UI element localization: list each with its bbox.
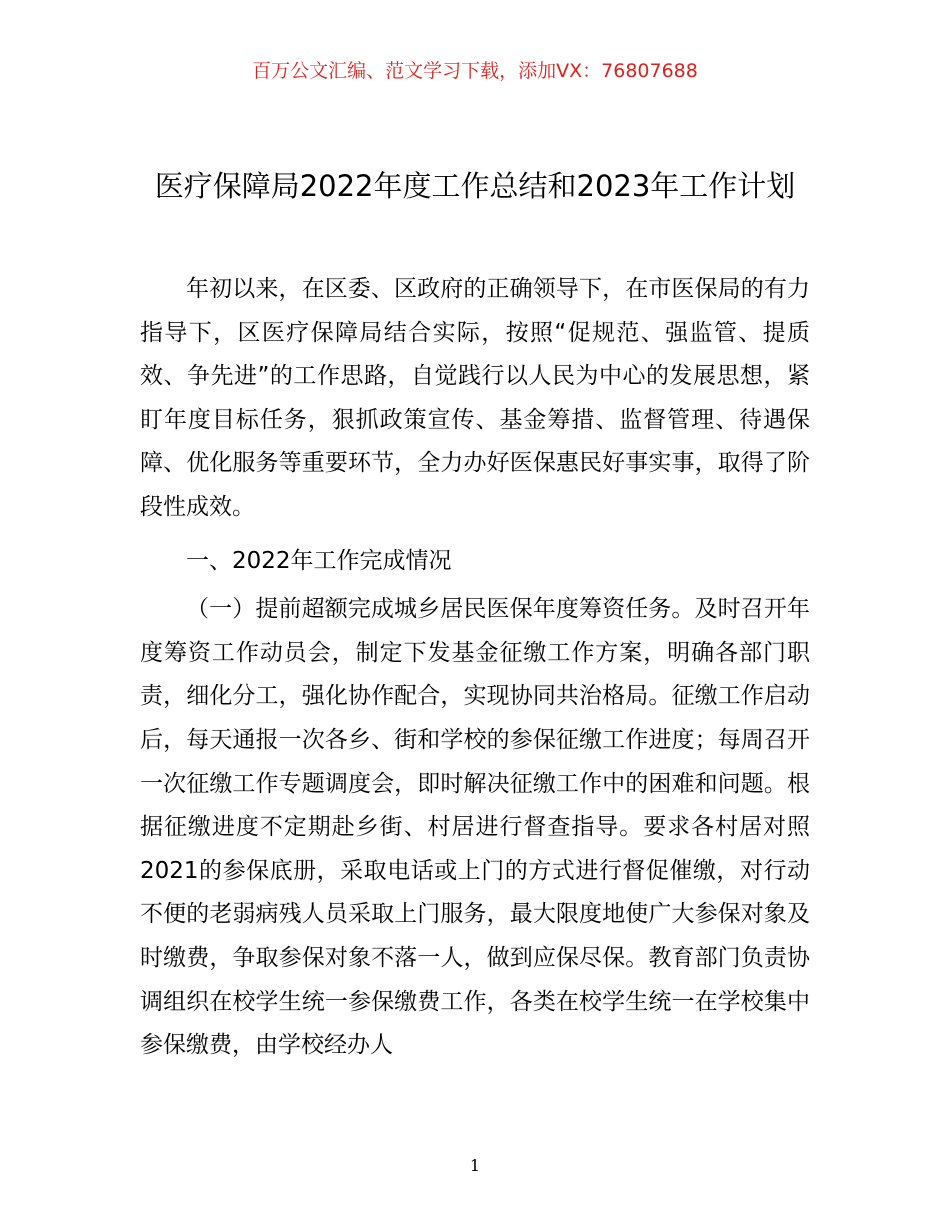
section-heading: 一、2022年工作完成情况 xyxy=(186,547,452,574)
page-number: 1 xyxy=(469,1156,481,1175)
document-title: 医疗保障局2022年度工作总结和2023年工作计划 xyxy=(154,169,796,203)
document-body xyxy=(140,268,810,1068)
intro-paragraph: 年初以来，在区委、区政府的正确领导下，在市医保局的有力指导下，区医疗保障局结合实际，按照“促规范、强监管、提质效、争先进”的工作思路，自觉践行以人民为中心的发展思想，紧盯年度目标任务，狠抓政策宣传、基金筹措、监督管理、待遇保障、优化服务等重要环节，全力办好医保惠民好事实事，取得了阶段性成效。 xyxy=(140,276,810,520)
header-banner: 百万公文汇编、范文学习下载，添加VX：76807688 xyxy=(252,60,698,82)
subsection-paragraph: （一）提前超额完成城乡居民医保年度筹资任务。及时召开年度筹资工作动员会，制定下发基金征缴工作方案，明确各部门职责，细化分工，强化协作配合，实现协同共治格局。征缴工作启动后，每天通报一次各乡、街和学校的参保征缴工作进度；每周召开一次征缴工作专题调度会，即时解决征缴工作中的困难和问题。根据征缴进度不定期赴乡街、村居进行督查指导。要求各村居对照2021的参保底册，采取电话或上门的方式进行督促催缴，对行动不便的老弱病残人员采取上门服务，最大限度地使广大参保对象及时缴费，争取参保对象不落一人，做到应保尽保。教育部门负责协调组织在校学生统一参保缴费工作，各类在校学生统一在学校集中参保缴费，由学校经办人 xyxy=(140,596,810,1059)
